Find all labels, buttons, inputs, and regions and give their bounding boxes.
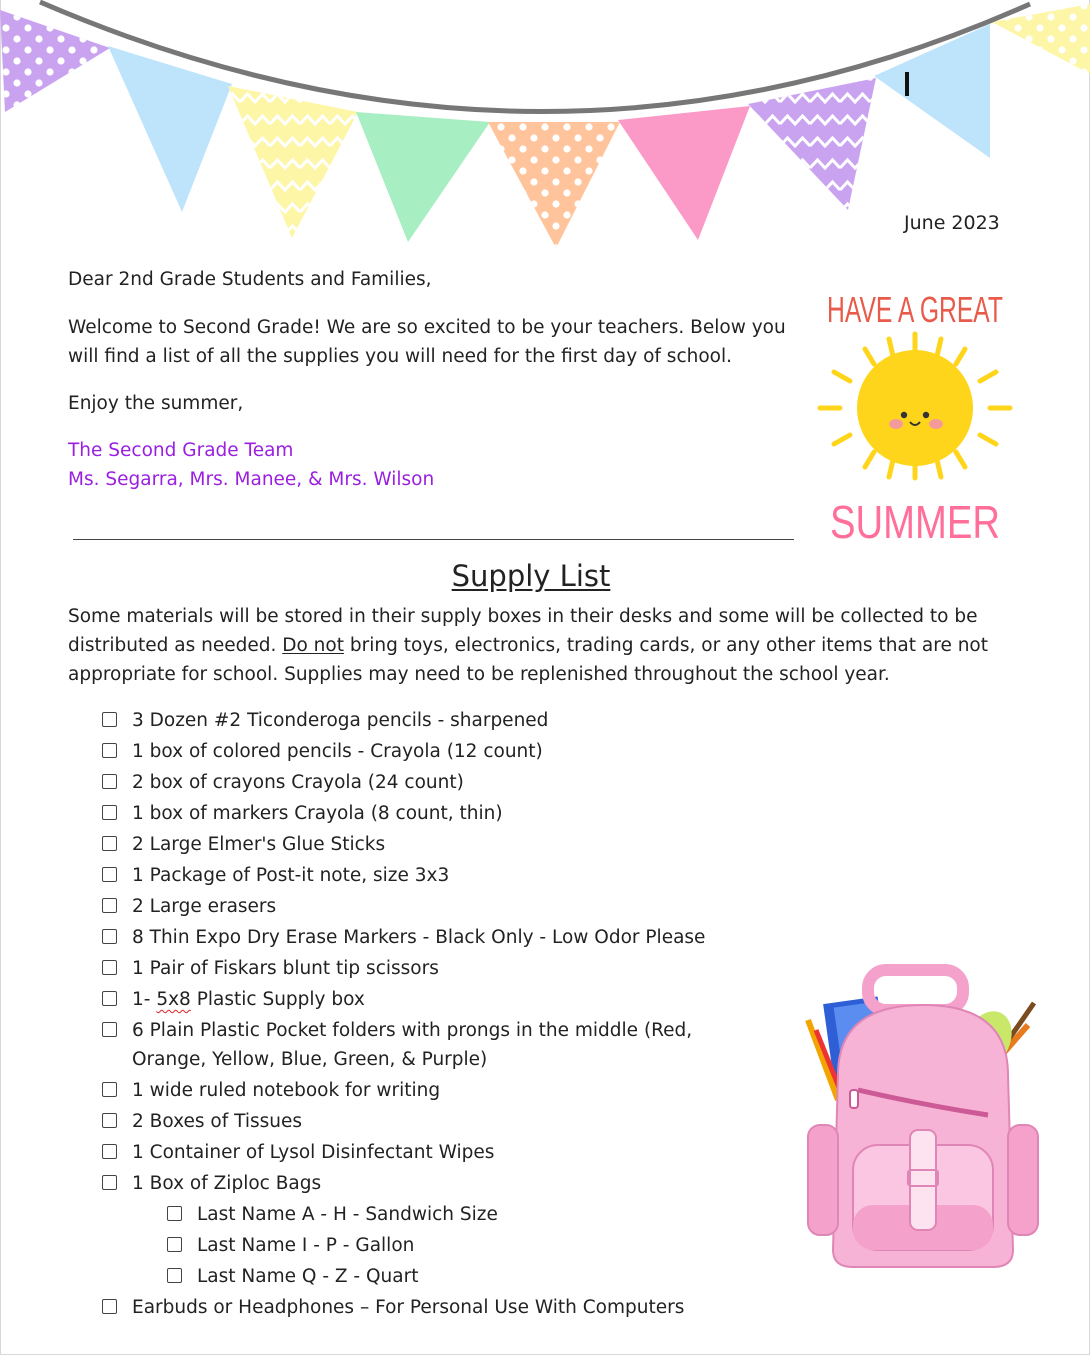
do-not-emphasis: Do not — [282, 635, 344, 656]
checkbox[interactable] — [102, 867, 117, 882]
list-item: 1- 5x8 Plastic Supply box — [102, 985, 742, 1014]
list-item: 3 Dozen #2 Ticonderoga pencils - sharpened — [102, 706, 742, 735]
letter-body-line-1: Welcome to Second Grade! We are so excited to be your teachers. Below you — [68, 317, 786, 338]
intro-line-1: Some materials will be stored in their supply boxes in their desks and some will be collected to be — [68, 606, 978, 627]
letter-body-line-2: will find a list of all the supplies you will need for the first day of school. — [68, 346, 733, 367]
list-item: 8 Thin Expo Dry Erase Markers - Black Only - Low Odor Please — [102, 923, 742, 952]
list-item: 1 Pair of Fiskars blunt tip scissors — [102, 954, 742, 983]
checkbox[interactable] — [167, 1268, 182, 1283]
list-item: 2 Large erasers — [102, 892, 742, 921]
supply-list-title: Supply List — [451, 559, 611, 593]
intro-line-3: appropriate for school. Supplies may need to be replenished throughout the school year. — [68, 664, 890, 685]
list-item: 2 Large Elmer's Glue Sticks — [102, 830, 742, 859]
signature-names: Ms. Segarra, Mrs. Manee, & Mrs. Wilson — [68, 469, 435, 490]
checkbox[interactable] — [167, 1237, 182, 1252]
list-item: 1 box of colored pencils - Crayola (12 count) — [102, 737, 742, 766]
checkbox[interactable] — [102, 929, 117, 944]
sub-list-item: Last Name A - H - Sandwich Size — [167, 1200, 742, 1229]
checkbox[interactable] — [102, 805, 117, 820]
backpack-icon — [798, 965, 1048, 1275]
checkbox[interactable] — [102, 898, 117, 913]
have-a-great-summer-graphic — [814, 282, 1016, 550]
checkbox[interactable] — [102, 1144, 117, 1159]
spellcheck-flag: 5x8 — [156, 989, 191, 1010]
checkbox[interactable] — [102, 1113, 117, 1128]
list-item: 1 Box of Ziploc Bags — [102, 1169, 742, 1198]
letter-closing: Enjoy the summer, — [68, 393, 244, 414]
checkbox[interactable] — [102, 836, 117, 851]
flag-blue — [108, 46, 232, 212]
letter-greeting: Dear 2nd Grade Students and Families, — [68, 269, 432, 290]
supply-checklist — [102, 706, 742, 1324]
checkbox[interactable] — [102, 712, 117, 727]
sun-icon — [857, 350, 973, 466]
checkbox[interactable] — [102, 1082, 117, 1097]
checkbox[interactable] — [102, 1022, 117, 1037]
checkbox[interactable] — [102, 743, 117, 758]
sub-list-item: Last Name I - P - Gallon — [167, 1231, 742, 1260]
list-item: 1 Container of Lysol Disinfectant Wipes — [102, 1138, 742, 1167]
list-item: 1 box of markers Crayola (8 count, thin) — [102, 799, 742, 828]
checkbox[interactable] — [102, 1175, 117, 1190]
checkbox[interactable] — [102, 991, 117, 1006]
summer-graphic-line-1: HAVE A GREAT — [827, 289, 1004, 330]
intro-line-2: distributed as needed. Do not bring toys, electronics, trading cards, or any other items that are not — [68, 635, 988, 656]
section-divider — [73, 539, 794, 540]
supply-list-intro — [68, 602, 998, 689]
summer-graphic-line-2: SUMMER — [830, 496, 1000, 548]
list-item: 2 box of crayons Crayola (24 count) — [102, 768, 742, 797]
checkbox[interactable] — [167, 1206, 182, 1221]
list-item: 6 Plain Plastic Pocket folders with prongs in the middle (Red, Orange, Yellow, Blue, Green, & Purple) — [102, 1016, 742, 1074]
list-item: Earbuds or Headphones – For Personal Use With Computers — [102, 1293, 742, 1322]
checkbox[interactable] — [102, 960, 117, 975]
flag-green — [356, 112, 490, 242]
text-cursor-mark — [905, 72, 909, 96]
list-item: 1 wide ruled notebook for writing — [102, 1076, 742, 1105]
checkbox[interactable] — [102, 1299, 117, 1314]
list-item: 1 Package of Post-it note, size 3x3 — [102, 861, 742, 890]
flag-pink — [618, 106, 750, 240]
signature-team: The Second Grade Team — [68, 440, 294, 461]
letter-date: June 2023 — [904, 212, 1000, 234]
list-item: 2 Boxes of Tissues — [102, 1107, 742, 1136]
sub-list-item: Last Name Q - Z - Quart — [167, 1262, 742, 1291]
checkbox[interactable] — [102, 774, 117, 789]
